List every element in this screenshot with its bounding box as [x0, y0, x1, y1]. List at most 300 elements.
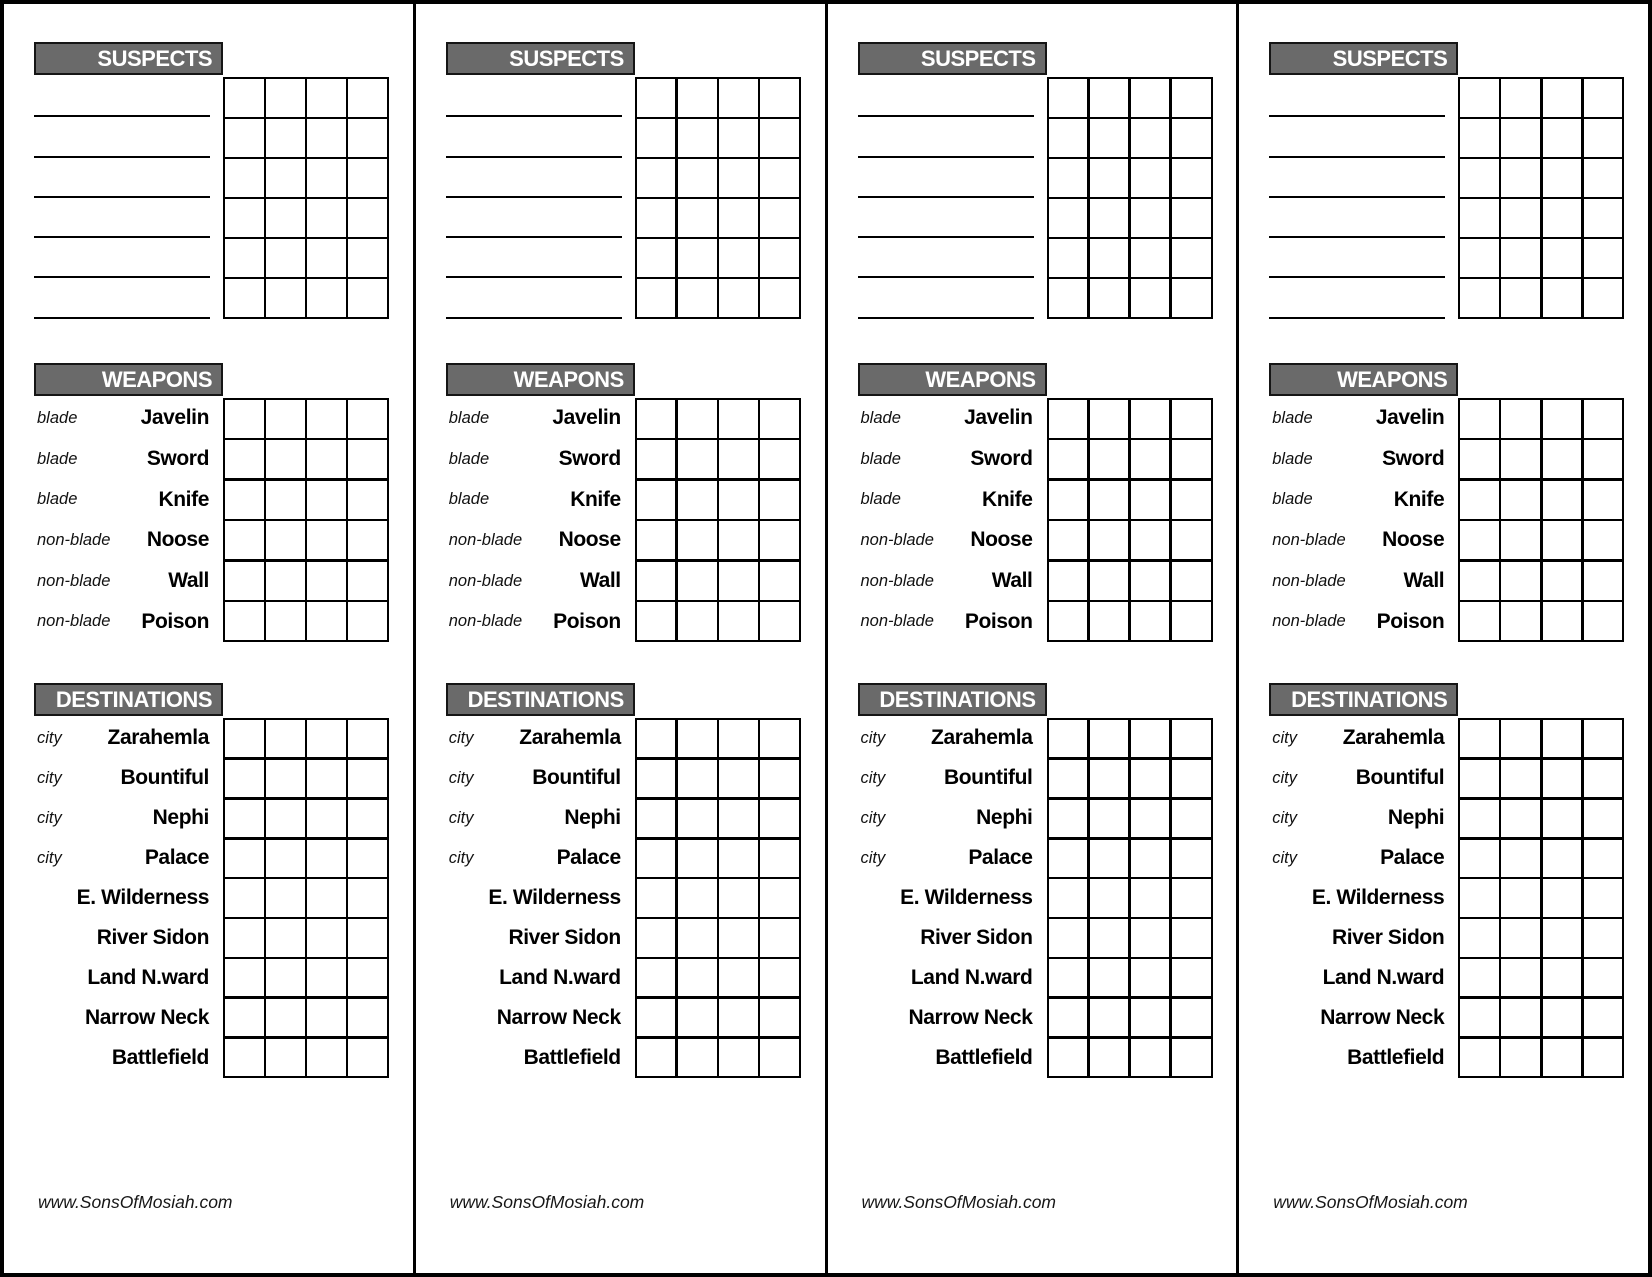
grid-cell[interactable] [1090, 760, 1129, 797]
grid-cell[interactable] [678, 159, 717, 197]
grid-cell[interactable] [1131, 800, 1170, 837]
grid-cell[interactable] [266, 720, 305, 757]
grid-cell[interactable] [637, 239, 676, 277]
grid-cell[interactable] [266, 159, 305, 197]
grid-cell[interactable] [760, 481, 799, 519]
grid-cell[interactable] [1460, 119, 1499, 157]
grid-cell[interactable] [1543, 199, 1582, 237]
grid-cell[interactable] [266, 199, 305, 237]
grid-cell[interactable] [1543, 159, 1582, 197]
grid-cell[interactable] [1131, 999, 1170, 1036]
grid-cell[interactable] [719, 919, 758, 956]
grid-cell[interactable] [225, 959, 264, 996]
grid-cell[interactable] [348, 159, 387, 197]
grid-cell[interactable] [637, 840, 676, 877]
grid-cell[interactable] [1460, 400, 1499, 438]
grid-cell[interactable] [307, 1039, 346, 1076]
grid-cell[interactable] [307, 79, 346, 117]
grid-cell[interactable] [266, 760, 305, 797]
grid-cell[interactable] [225, 562, 264, 600]
suspect-write-line[interactable] [858, 238, 1034, 278]
grid-cell[interactable] [719, 720, 758, 757]
grid-cell[interactable] [1049, 199, 1088, 237]
grid-cell[interactable] [1501, 199, 1540, 237]
grid-cell[interactable] [1543, 959, 1582, 996]
suspect-write-line[interactable] [34, 117, 210, 157]
grid-cell[interactable] [1501, 481, 1540, 519]
grid-cell[interactable] [225, 521, 264, 559]
grid-cell[interactable] [307, 840, 346, 877]
suspect-write-line[interactable] [1269, 278, 1445, 318]
grid-cell[interactable] [1131, 602, 1170, 640]
grid-cell[interactable] [1172, 1039, 1211, 1076]
grid-cell[interactable] [637, 79, 676, 117]
grid-cell[interactable] [1501, 119, 1540, 157]
grid-cell[interactable] [307, 959, 346, 996]
grid-cell[interactable] [266, 1039, 305, 1076]
grid-cell[interactable] [719, 239, 758, 277]
grid-cell[interactable] [266, 800, 305, 837]
suspect-write-line[interactable] [34, 278, 210, 318]
grid-cell[interactable] [1501, 760, 1540, 797]
grid-cell[interactable] [760, 562, 799, 600]
grid-cell[interactable] [719, 199, 758, 237]
grid-cell[interactable] [760, 1039, 799, 1076]
grid-cell[interactable] [1584, 840, 1623, 877]
grid-cell[interactable] [637, 199, 676, 237]
grid-cell[interactable] [1131, 159, 1170, 197]
grid-cell[interactable] [266, 239, 305, 277]
grid-cell[interactable] [225, 279, 264, 317]
grid-cell[interactable] [1172, 959, 1211, 996]
grid-cell[interactable] [678, 999, 717, 1036]
suspect-write-line[interactable] [34, 158, 210, 198]
grid-cell[interactable] [719, 562, 758, 600]
grid-cell[interactable] [1090, 840, 1129, 877]
grid-cell[interactable] [1131, 562, 1170, 600]
grid-cell[interactable] [1090, 602, 1129, 640]
grid-cell[interactable] [1460, 999, 1499, 1036]
grid-cell[interactable] [637, 279, 676, 317]
grid-cell[interactable] [348, 440, 387, 478]
grid-cell[interactable] [1501, 999, 1540, 1036]
grid-cell[interactable] [225, 481, 264, 519]
grid-cell[interactable] [719, 602, 758, 640]
grid-cell[interactable] [637, 919, 676, 956]
suspect-write-line[interactable] [1269, 198, 1445, 238]
suspect-write-line[interactable] [34, 238, 210, 278]
grid-cell[interactable] [1090, 159, 1129, 197]
grid-cell[interactable] [1049, 440, 1088, 478]
grid-cell[interactable] [719, 840, 758, 877]
grid-cell[interactable] [637, 481, 676, 519]
grid-cell[interactable] [1090, 199, 1129, 237]
grid-cell[interactable] [1584, 919, 1623, 956]
grid-cell[interactable] [1460, 279, 1499, 317]
grid-cell[interactable] [1501, 440, 1540, 478]
grid-cell[interactable] [1501, 521, 1540, 559]
grid-cell[interactable] [1049, 562, 1088, 600]
grid-cell[interactable] [1460, 199, 1499, 237]
suspect-write-line[interactable] [858, 77, 1034, 117]
grid-cell[interactable] [348, 1039, 387, 1076]
grid-cell[interactable] [1543, 999, 1582, 1036]
grid-cell[interactable] [1460, 562, 1499, 600]
grid-cell[interactable] [1584, 800, 1623, 837]
grid-cell[interactable] [637, 440, 676, 478]
grid-cell[interactable] [760, 279, 799, 317]
grid-cell[interactable] [1584, 999, 1623, 1036]
grid-cell[interactable] [719, 959, 758, 996]
grid-cell[interactable] [1460, 440, 1499, 478]
grid-cell[interactable] [225, 879, 264, 916]
grid-cell[interactable] [307, 279, 346, 317]
grid-cell[interactable] [348, 481, 387, 519]
grid-cell[interactable] [225, 199, 264, 237]
grid-cell[interactable] [1090, 999, 1129, 1036]
grid-cell[interactable] [266, 879, 305, 916]
grid-cell[interactable] [760, 840, 799, 877]
suspect-write-line[interactable] [34, 198, 210, 238]
grid-cell[interactable] [760, 720, 799, 757]
grid-cell[interactable] [637, 879, 676, 916]
grid-cell[interactable] [225, 159, 264, 197]
grid-cell[interactable] [678, 400, 717, 438]
grid-cell[interactable] [1090, 521, 1129, 559]
grid-cell[interactable] [1049, 959, 1088, 996]
grid-cell[interactable] [637, 159, 676, 197]
grid-cell[interactable] [1172, 239, 1211, 277]
grid-cell[interactable] [637, 720, 676, 757]
grid-cell[interactable] [678, 119, 717, 157]
grid-cell[interactable] [307, 440, 346, 478]
grid-cell[interactable] [1090, 279, 1129, 317]
grid-cell[interactable] [760, 119, 799, 157]
grid-cell[interactable] [266, 440, 305, 478]
grid-cell[interactable] [1049, 239, 1088, 277]
suspect-write-line[interactable] [858, 117, 1034, 157]
grid-cell[interactable] [1543, 79, 1582, 117]
grid-cell[interactable] [266, 279, 305, 317]
grid-cell[interactable] [307, 602, 346, 640]
grid-cell[interactable] [1460, 720, 1499, 757]
grid-cell[interactable] [348, 521, 387, 559]
grid-cell[interactable] [307, 521, 346, 559]
grid-cell[interactable] [225, 602, 264, 640]
grid-cell[interactable] [1172, 521, 1211, 559]
grid-cell[interactable] [307, 119, 346, 157]
suspect-write-line[interactable] [858, 158, 1034, 198]
grid-cell[interactable] [719, 79, 758, 117]
grid-cell[interactable] [225, 119, 264, 157]
grid-cell[interactable] [307, 199, 346, 237]
grid-cell[interactable] [348, 720, 387, 757]
grid-cell[interactable] [1584, 481, 1623, 519]
grid-cell[interactable] [637, 760, 676, 797]
grid-cell[interactable] [1460, 159, 1499, 197]
grid-cell[interactable] [1090, 720, 1129, 757]
grid-cell[interactable] [225, 999, 264, 1036]
grid-cell[interactable] [719, 481, 758, 519]
grid-cell[interactable] [1584, 602, 1623, 640]
grid-cell[interactable] [307, 999, 346, 1036]
grid-cell[interactable] [1049, 279, 1088, 317]
grid-cell[interactable] [719, 879, 758, 916]
grid-cell[interactable] [1543, 562, 1582, 600]
grid-cell[interactable] [225, 440, 264, 478]
grid-cell[interactable] [760, 159, 799, 197]
grid-cell[interactable] [266, 562, 305, 600]
grid-cell[interactable] [1172, 800, 1211, 837]
grid-cell[interactable] [760, 999, 799, 1036]
grid-cell[interactable] [1172, 279, 1211, 317]
grid-cell[interactable] [719, 440, 758, 478]
grid-cell[interactable] [637, 562, 676, 600]
grid-cell[interactable] [678, 239, 717, 277]
grid-cell[interactable] [266, 119, 305, 157]
grid-cell[interactable] [678, 959, 717, 996]
grid-cell[interactable] [307, 800, 346, 837]
grid-cell[interactable] [1501, 602, 1540, 640]
grid-cell[interactable] [1172, 602, 1211, 640]
grid-cell[interactable] [678, 199, 717, 237]
grid-cell[interactable] [637, 800, 676, 837]
grid-cell[interactable] [1090, 79, 1129, 117]
grid-cell[interactable] [1172, 440, 1211, 478]
grid-cell[interactable] [678, 602, 717, 640]
grid-cell[interactable] [1131, 119, 1170, 157]
grid-cell[interactable] [1172, 199, 1211, 237]
suspect-write-line[interactable] [858, 198, 1034, 238]
grid-cell[interactable] [225, 760, 264, 797]
grid-cell[interactable] [1049, 879, 1088, 916]
grid-cell[interactable] [348, 840, 387, 877]
grid-cell[interactable] [1543, 400, 1582, 438]
grid-cell[interactable] [348, 279, 387, 317]
grid-cell[interactable] [307, 720, 346, 757]
grid-cell[interactable] [1131, 440, 1170, 478]
grid-cell[interactable] [1543, 602, 1582, 640]
grid-cell[interactable] [1131, 79, 1170, 117]
grid-cell[interactable] [348, 959, 387, 996]
grid-cell[interactable] [1543, 760, 1582, 797]
grid-cell[interactable] [1049, 919, 1088, 956]
grid-cell[interactable] [719, 400, 758, 438]
grid-cell[interactable] [1460, 760, 1499, 797]
grid-cell[interactable] [266, 521, 305, 559]
grid-cell[interactable] [1584, 562, 1623, 600]
grid-cell[interactable] [266, 840, 305, 877]
grid-cell[interactable] [1131, 879, 1170, 916]
suspect-write-line[interactable] [1269, 158, 1445, 198]
grid-cell[interactable] [1049, 800, 1088, 837]
grid-cell[interactable] [1172, 481, 1211, 519]
grid-cell[interactable] [1131, 959, 1170, 996]
grid-cell[interactable] [1131, 1039, 1170, 1076]
grid-cell[interactable] [307, 159, 346, 197]
grid-cell[interactable] [1049, 1039, 1088, 1076]
grid-cell[interactable] [1131, 239, 1170, 277]
grid-cell[interactable] [678, 720, 717, 757]
grid-cell[interactable] [1543, 840, 1582, 877]
grid-cell[interactable] [1584, 79, 1623, 117]
grid-cell[interactable] [1543, 239, 1582, 277]
grid-cell[interactable] [1584, 1039, 1623, 1076]
grid-cell[interactable] [1172, 159, 1211, 197]
grid-cell[interactable] [1172, 562, 1211, 600]
grid-cell[interactable] [266, 919, 305, 956]
grid-cell[interactable] [678, 481, 717, 519]
suspect-write-line[interactable] [446, 198, 622, 238]
grid-cell[interactable] [266, 481, 305, 519]
suspect-write-line[interactable] [1269, 238, 1445, 278]
grid-cell[interactable] [266, 959, 305, 996]
suspect-write-line[interactable] [858, 278, 1034, 318]
grid-cell[interactable] [637, 959, 676, 996]
grid-cell[interactable] [1543, 521, 1582, 559]
grid-cell[interactable] [1090, 400, 1129, 438]
grid-cell[interactable] [760, 440, 799, 478]
grid-cell[interactable] [1090, 481, 1129, 519]
grid-cell[interactable] [1049, 760, 1088, 797]
grid-cell[interactable] [1131, 400, 1170, 438]
grid-cell[interactable] [1584, 440, 1623, 478]
grid-cell[interactable] [760, 521, 799, 559]
grid-cell[interactable] [1049, 602, 1088, 640]
grid-cell[interactable] [760, 79, 799, 117]
suspect-write-line[interactable] [446, 158, 622, 198]
grid-cell[interactable] [348, 199, 387, 237]
grid-cell[interactable] [348, 119, 387, 157]
grid-cell[interactable] [225, 239, 264, 277]
grid-cell[interactable] [307, 239, 346, 277]
grid-cell[interactable] [1049, 521, 1088, 559]
grid-cell[interactable] [1090, 1039, 1129, 1076]
grid-cell[interactable] [225, 720, 264, 757]
grid-cell[interactable] [1501, 400, 1540, 438]
grid-cell[interactable] [348, 79, 387, 117]
grid-cell[interactable] [348, 239, 387, 277]
grid-cell[interactable] [1501, 959, 1540, 996]
grid-cell[interactable] [719, 800, 758, 837]
grid-cell[interactable] [1090, 879, 1129, 916]
grid-cell[interactable] [1460, 840, 1499, 877]
grid-cell[interactable] [678, 919, 717, 956]
grid-cell[interactable] [719, 521, 758, 559]
grid-cell[interactable] [719, 760, 758, 797]
grid-cell[interactable] [678, 279, 717, 317]
grid-cell[interactable] [719, 279, 758, 317]
grid-cell[interactable] [1460, 481, 1499, 519]
grid-cell[interactable] [1543, 440, 1582, 478]
grid-cell[interactable] [1584, 720, 1623, 757]
grid-cell[interactable] [637, 602, 676, 640]
grid-cell[interactable] [1131, 481, 1170, 519]
grid-cell[interactable] [678, 1039, 717, 1076]
grid-cell[interactable] [1584, 279, 1623, 317]
grid-cell[interactable] [1172, 760, 1211, 797]
grid-cell[interactable] [307, 400, 346, 438]
grid-cell[interactable] [1543, 1039, 1582, 1076]
suspect-write-line[interactable] [446, 238, 622, 278]
grid-cell[interactable] [1460, 800, 1499, 837]
grid-cell[interactable] [1049, 840, 1088, 877]
grid-cell[interactable] [1543, 119, 1582, 157]
grid-cell[interactable] [225, 840, 264, 877]
grid-cell[interactable] [678, 562, 717, 600]
grid-cell[interactable] [637, 1039, 676, 1076]
grid-cell[interactable] [1501, 800, 1540, 837]
grid-cell[interactable] [1131, 840, 1170, 877]
grid-cell[interactable] [348, 562, 387, 600]
grid-cell[interactable] [1501, 720, 1540, 757]
grid-cell[interactable] [1090, 919, 1129, 956]
grid-cell[interactable] [1543, 919, 1582, 956]
grid-cell[interactable] [1543, 279, 1582, 317]
grid-cell[interactable] [760, 199, 799, 237]
grid-cell[interactable] [1090, 239, 1129, 277]
grid-cell[interactable] [307, 562, 346, 600]
grid-cell[interactable] [1049, 481, 1088, 519]
grid-cell[interactable] [307, 879, 346, 916]
grid-cell[interactable] [1049, 79, 1088, 117]
grid-cell[interactable] [1090, 119, 1129, 157]
suspect-write-line[interactable] [446, 117, 622, 157]
grid-cell[interactable] [678, 840, 717, 877]
grid-cell[interactable] [1584, 879, 1623, 916]
suspect-write-line[interactable] [34, 77, 210, 117]
grid-cell[interactable] [348, 602, 387, 640]
grid-cell[interactable] [760, 760, 799, 797]
grid-cell[interactable] [1172, 400, 1211, 438]
grid-cell[interactable] [225, 79, 264, 117]
grid-cell[interactable] [1501, 562, 1540, 600]
grid-cell[interactable] [266, 79, 305, 117]
grid-cell[interactable] [225, 800, 264, 837]
grid-cell[interactable] [1584, 959, 1623, 996]
grid-cell[interactable] [1501, 840, 1540, 877]
grid-cell[interactable] [348, 760, 387, 797]
grid-cell[interactable] [1501, 279, 1540, 317]
grid-cell[interactable] [1543, 879, 1582, 916]
grid-cell[interactable] [1090, 440, 1129, 478]
grid-cell[interactable] [266, 400, 305, 438]
grid-cell[interactable] [1049, 720, 1088, 757]
grid-cell[interactable] [1543, 481, 1582, 519]
grid-cell[interactable] [719, 999, 758, 1036]
grid-cell[interactable] [1049, 159, 1088, 197]
grid-cell[interactable] [678, 79, 717, 117]
grid-cell[interactable] [1460, 919, 1499, 956]
grid-cell[interactable] [719, 159, 758, 197]
grid-cell[interactable] [719, 1039, 758, 1076]
suspect-write-line[interactable] [446, 278, 622, 318]
grid-cell[interactable] [760, 879, 799, 916]
grid-cell[interactable] [1460, 1039, 1499, 1076]
grid-cell[interactable] [678, 760, 717, 797]
grid-cell[interactable] [1131, 720, 1170, 757]
grid-cell[interactable] [266, 602, 305, 640]
grid-cell[interactable] [1172, 720, 1211, 757]
grid-cell[interactable] [266, 999, 305, 1036]
grid-cell[interactable] [1543, 720, 1582, 757]
grid-cell[interactable] [1090, 562, 1129, 600]
grid-cell[interactable] [760, 239, 799, 277]
grid-cell[interactable] [637, 119, 676, 157]
grid-cell[interactable] [1501, 239, 1540, 277]
grid-cell[interactable] [1172, 79, 1211, 117]
grid-cell[interactable] [1090, 800, 1129, 837]
